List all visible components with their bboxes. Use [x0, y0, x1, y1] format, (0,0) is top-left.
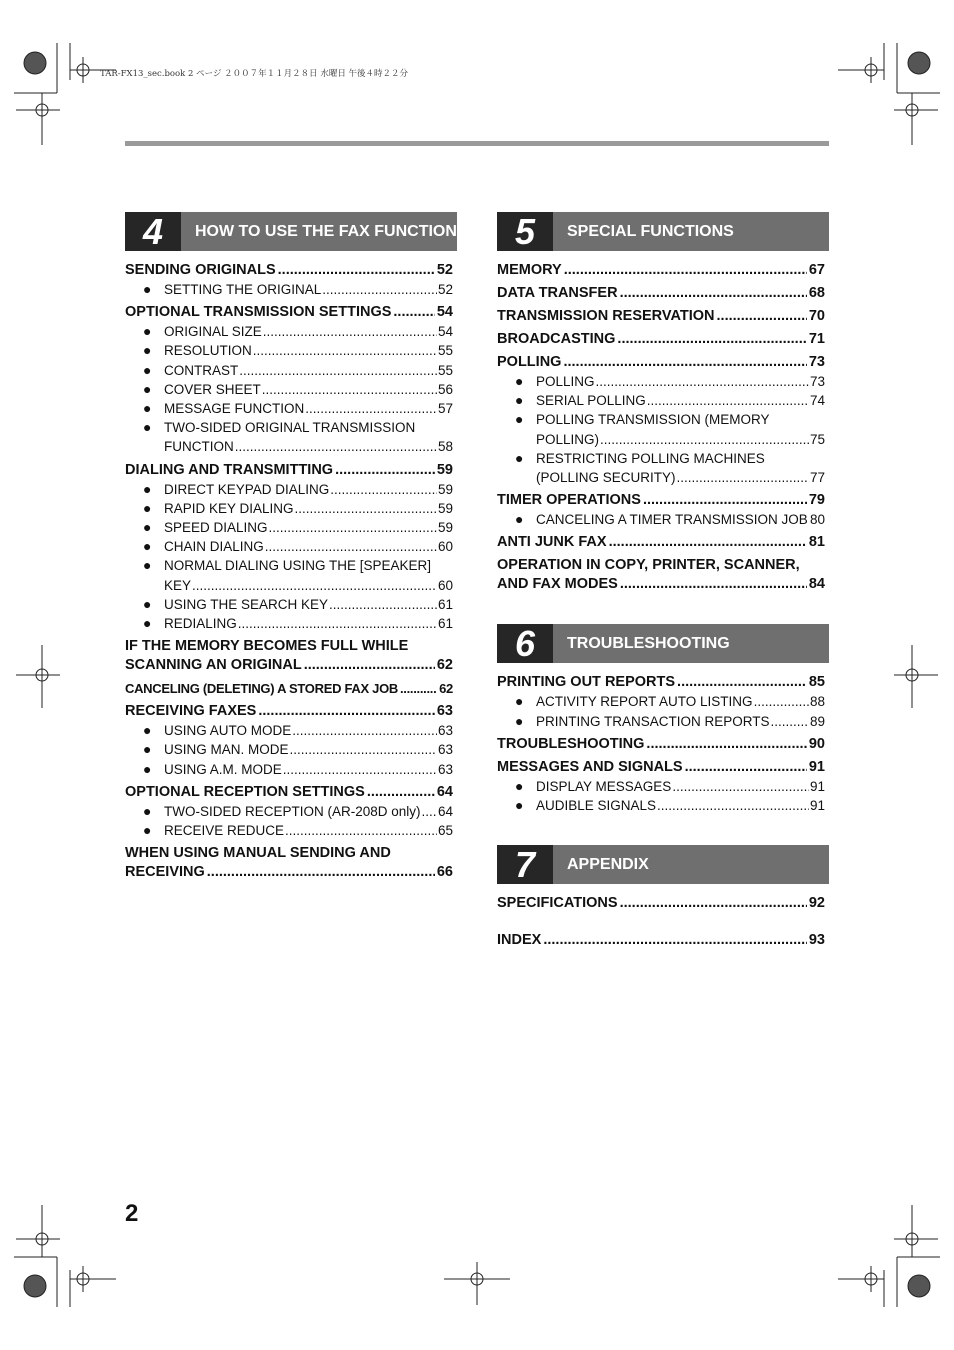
dot-leader	[263, 322, 437, 341]
toc-subentry-row	[164, 437, 453, 456]
dot-leader	[564, 261, 807, 280]
chapter-number: 6	[497, 624, 553, 663]
toc-entry-title: AND FAX MODES	[497, 576, 618, 593]
toc-entry-page: 63	[436, 703, 453, 720]
toc-subentry[interactable]	[497, 796, 829, 815]
bullet-icon: ●	[143, 499, 152, 516]
toc-entry-page: 70	[808, 308, 825, 324]
toc-subentry-page: 80	[809, 512, 825, 528]
toc-subentry-row	[164, 322, 453, 341]
toc-subentry-title-line: TWO-SIDED ORIGINAL TRANSMISSION	[164, 420, 416, 436]
dot-leader	[329, 595, 437, 614]
toc-subentry[interactable]	[125, 802, 457, 821]
toc-subentry-title: CONTRAST	[164, 362, 239, 378]
toc-entry[interactable]	[497, 931, 829, 950]
dot-leader	[269, 518, 437, 537]
toc-entry-title: RECEIVING	[125, 864, 205, 881]
bullet-icon: ●	[143, 557, 152, 574]
dot-leader	[304, 656, 435, 675]
toc-subentry-title: USING THE SEARCH KEY	[164, 596, 329, 612]
toc-subentry[interactable]	[125, 740, 457, 759]
bullet-icon: ●	[143, 323, 152, 340]
dot-leader	[620, 575, 807, 594]
bullet-icon: ●	[515, 511, 524, 528]
toc-entry-page: 67	[808, 262, 825, 278]
toc-subentry-title: POLLING	[536, 374, 595, 389]
toc-subentry[interactable]	[125, 537, 457, 556]
toc-subentry-title: RAPID KEY DIALING	[164, 500, 294, 516]
toc-entry-row	[125, 863, 453, 882]
bullet-icon: ●	[143, 538, 152, 555]
toc-entry-title: TROUBLESHOOTING	[497, 735, 645, 752]
toc-subentry-row	[164, 821, 453, 840]
bullet-icon: ●	[515, 712, 524, 729]
dot-leader	[609, 533, 807, 552]
toc-subentry-row	[536, 777, 825, 796]
toc-subentry-row	[164, 361, 453, 380]
toc-subentry-page: 63	[437, 761, 453, 777]
dot-leader	[283, 760, 437, 779]
toc-subentry-title: USING MAN. MODE	[164, 742, 289, 758]
toc-subentry[interactable]	[125, 518, 457, 537]
toc-entry-title: OPTIONAL TRANSMISSION SETTINGS	[125, 304, 392, 321]
dot-leader	[335, 461, 435, 480]
toc-subentry-page: 60	[437, 539, 453, 555]
toc-entry-title: DATA TRANSFER	[497, 285, 618, 301]
toc-subentry[interactable]	[125, 821, 457, 840]
toc-subentry[interactable]	[125, 760, 457, 779]
toc-subentry[interactable]	[125, 499, 457, 518]
toc-subentry[interactable]	[497, 777, 829, 796]
toc-subentry-row	[536, 468, 825, 487]
toc-subentry-page: 57	[437, 401, 453, 417]
toc-subentry-row	[536, 510, 825, 529]
dot-leader	[754, 692, 809, 711]
bullet-icon: ●	[515, 373, 524, 389]
toc-entry-title: CANCELING (DELETING) A STORED FAX JOB	[125, 681, 398, 697]
toc-subentry-page: 60	[437, 577, 453, 593]
toc-subentry-row	[164, 399, 453, 418]
toc-subentry-title: PRINTING TRANSACTION REPORTS	[536, 713, 770, 729]
dot-leader	[646, 735, 806, 754]
toc-subentry-page: 64	[437, 803, 453, 819]
toc-entry-title: POLLING	[497, 354, 562, 370]
bullet-icon: ●	[143, 615, 152, 632]
toc-entry-page: 84	[808, 576, 825, 593]
toc-entry[interactable]	[497, 330, 829, 349]
chapter-title: APPENDIX	[567, 856, 649, 874]
toc-subentry[interactable]	[497, 712, 829, 731]
toc-subentry-title: RECEIVE REDUCE	[164, 823, 285, 839]
bullet-icon: ●	[143, 802, 152, 819]
dot-leader	[207, 863, 435, 882]
toc-entry-page: 66	[436, 864, 453, 881]
dot-leader	[600, 430, 809, 449]
toc-subentry[interactable]	[125, 361, 457, 380]
toc-subentry-title: POLLING)	[536, 431, 600, 447]
toc-subentry-row	[536, 692, 825, 711]
dot-leader	[322, 280, 437, 299]
bullet-icon: ●	[515, 392, 524, 409]
toc-entry-title: MESSAGES AND SIGNALS	[497, 758, 683, 775]
toc-entry-title: PRINTING OUT REPORTS	[497, 674, 676, 691]
dot-leader	[643, 491, 807, 510]
bullet-icon: ●	[143, 400, 152, 417]
bullet-icon: ●	[515, 449, 524, 466]
toc-entry[interactable]	[497, 673, 829, 692]
toc-entry[interactable]	[497, 307, 829, 326]
toc-entry[interactable]	[125, 844, 457, 882]
toc-entry-page: 91	[808, 758, 825, 775]
dot-leader	[239, 361, 437, 380]
dot-leader	[422, 802, 437, 821]
dot-leader	[367, 783, 435, 802]
toc-entry-page: 85	[808, 674, 825, 691]
toc-subentry-title: TWO-SIDED RECEPTION (AR-208D only)	[164, 803, 421, 819]
toc-subentry-page: 65	[437, 823, 453, 839]
toc-entry-page: 73	[808, 354, 825, 370]
chapter-banner	[497, 212, 829, 251]
dot-leader	[295, 499, 437, 518]
dot-leader	[620, 894, 807, 913]
toc-subentry-title: DISPLAY MESSAGES	[536, 778, 672, 794]
dot-leader	[717, 307, 807, 326]
toc-subentry-row	[164, 341, 453, 360]
dot-leader	[672, 777, 809, 796]
toc-subentry-row	[164, 499, 453, 518]
dot-leader	[563, 353, 806, 372]
toc-entry-page: 54	[436, 304, 453, 321]
toc-entry-title-line: WHEN USING MANUAL SENDING AND	[125, 845, 391, 862]
toc-subentry-title: (POLLING SECURITY)	[536, 470, 676, 486]
toc-entry[interactable]	[125, 702, 457, 721]
dot-leader	[292, 721, 437, 740]
toc-entry-title-line: IF THE MEMORY BECOMES FULL WHILE	[125, 638, 409, 655]
toc-entry[interactable]	[497, 491, 829, 510]
toc-subentry[interactable]	[497, 510, 829, 529]
toc-entry-title: ANTI JUNK FAX	[497, 534, 607, 551]
toc-subentry-title: ACTIVITY REPORT AUTO LISTING	[536, 694, 753, 710]
dot-leader	[771, 712, 809, 731]
toc-subentry-row	[164, 595, 453, 614]
bullet-icon: ●	[515, 777, 524, 794]
dot-leader	[393, 303, 434, 322]
bullet-icon: ●	[143, 741, 152, 758]
page-number: 2	[125, 1200, 139, 1227]
dot-leader	[265, 537, 437, 556]
toc-subentry-page: 89	[809, 713, 825, 729]
bullet-icon: ●	[143, 519, 152, 536]
toc-subentry-title-line: RESTRICTING POLLING MACHINES	[536, 450, 765, 466]
dot-leader	[543, 931, 807, 950]
toc-entry[interactable]	[125, 783, 457, 802]
toc-entry-title: RECEIVING FAXES	[125, 703, 257, 720]
toc-entry-title: SENDING ORIGINALS	[125, 262, 276, 278]
toc-entry-title: INDEX	[497, 932, 542, 949]
toc-subentry[interactable]	[497, 692, 829, 711]
toc-entry-title: OPTIONAL RECEPTION SETTINGS	[125, 783, 365, 800]
toc-subentry[interactable]	[497, 391, 829, 410]
bullet-icon: ●	[143, 480, 152, 497]
toc-subentry-row	[536, 391, 825, 410]
dot-leader	[677, 673, 807, 692]
toc-subentry[interactable]	[125, 595, 457, 614]
dot-leader	[192, 576, 437, 595]
toc-entry-page: 52	[436, 262, 453, 278]
toc-subentry-page: 61	[437, 616, 453, 632]
toc-subentry-title: DIRECT KEYPAD DIALING	[164, 481, 330, 497]
toc-subentry-title: CHAIN DIALING	[164, 539, 264, 555]
toc-subentry-title: SERIAL POLLING	[536, 393, 646, 409]
toc-subentry[interactable]	[125, 614, 457, 633]
toc-entry-page: 59	[436, 461, 453, 478]
toc-entry-title: MEMORY	[497, 262, 562, 278]
toc-entry[interactable]	[497, 735, 829, 754]
toc-entry[interactable]	[125, 679, 457, 698]
dot-leader	[330, 480, 437, 499]
toc-subentry-row	[164, 614, 453, 633]
toc-subentry-row	[164, 380, 453, 399]
toc-entry-page: 93	[808, 932, 825, 949]
chapter-banner	[497, 845, 829, 884]
toc-subentry-page: 91	[809, 778, 825, 794]
chapter-banner	[125, 212, 457, 251]
toc-entry-row	[497, 575, 825, 594]
toc-entry-title-line: OPERATION IN COPY, PRINTER, SCANNER,	[497, 557, 800, 574]
toc-entry-title: SCANNING AN ORIGINAL	[125, 657, 302, 674]
print-header: TAR-FX13_sec.book 2 ページ ２００７年１１月２８日 水曜日 午後４時２２分	[100, 69, 409, 79]
toc-subentry-row	[536, 712, 825, 731]
toc-subentry-title: REDIALING	[164, 616, 237, 632]
toc-subentry-page: 74	[809, 393, 825, 409]
toc-right-column	[497, 212, 829, 950]
toc-subentry-page: 52	[437, 282, 453, 297]
toc-entry[interactable]	[125, 637, 457, 675]
dot-leader	[278, 261, 435, 280]
toc-subentry-row	[164, 721, 453, 740]
toc-subentry-title: KEY	[164, 577, 192, 593]
toc-subentry[interactable]	[125, 280, 457, 299]
toc-subentry-title: USING A.M. MODE	[164, 761, 282, 777]
chapter-title: TROUBLESHOOTING	[567, 635, 730, 653]
toc-subentry[interactable]	[125, 380, 457, 399]
toc-subentry-row	[164, 480, 453, 499]
toc-subentry-page: 73	[809, 374, 825, 389]
bullet-icon: ●	[143, 722, 152, 739]
dot-leader	[647, 391, 809, 410]
toc-subentry-row	[164, 760, 453, 779]
toc-entry[interactable]	[497, 758, 829, 777]
dot-leader	[262, 380, 437, 399]
toc-entry[interactable]	[497, 533, 829, 552]
toc-subentry-row	[164, 740, 453, 759]
chapter-title: SPECIAL FUNCTIONS	[567, 223, 734, 240]
toc-subentry[interactable]	[497, 410, 829, 448]
chapter-banner	[497, 624, 829, 663]
toc-entry[interactable]	[125, 303, 457, 322]
toc-subentry-title: COVER SHEET	[164, 381, 261, 397]
dot-leader	[290, 740, 437, 759]
toc-subentry-title: ORIGINAL SIZE	[164, 324, 262, 340]
dot-leader	[258, 702, 435, 721]
toc-subentry-page: 55	[437, 362, 453, 378]
dot-leader	[685, 758, 807, 777]
toc-entry-row	[125, 656, 453, 675]
toc-subentry-title: CANCELING A TIMER TRANSMISSION JOB	[536, 512, 808, 528]
toc-subentry-row	[536, 796, 825, 815]
toc-subentry[interactable]	[497, 449, 829, 487]
toc-entry-page: 71	[808, 331, 825, 347]
toc-subentry-row	[164, 576, 453, 595]
chapter-title: HOW TO USE THE FAX FUNCTION	[195, 223, 457, 240]
toc-subentry-page: 88	[809, 694, 825, 710]
toc-subentry-title: MESSAGE FUNCTION	[164, 401, 305, 417]
dot-leader	[285, 821, 437, 840]
dot-leader	[400, 679, 437, 698]
toc-subentry-row	[164, 280, 453, 299]
bullet-icon: ●	[515, 797, 524, 814]
chapter-number: 7	[497, 845, 553, 884]
toc-subentry-row	[164, 537, 453, 556]
bullet-icon: ●	[143, 342, 152, 359]
bullet-icon: ●	[143, 760, 152, 777]
toc-subentry-page: 54	[437, 324, 453, 340]
dot-leader	[253, 341, 437, 360]
bullet-icon: ●	[515, 411, 524, 428]
dot-leader	[238, 614, 437, 633]
toc-subentry-page: 59	[437, 520, 453, 536]
toc-subentry-row	[164, 802, 453, 821]
bullet-icon: ●	[143, 419, 152, 436]
toc-subentry-page: 91	[809, 798, 825, 814]
bullet-icon: ●	[143, 380, 152, 397]
toc-entry[interactable]	[497, 556, 829, 594]
toc-subentry[interactable]	[125, 399, 457, 418]
chapter-number: 5	[497, 212, 553, 251]
toc-subentry-page: 56	[437, 381, 453, 397]
toc-subentry[interactable]	[125, 322, 457, 341]
toc-entry[interactable]	[497, 284, 829, 303]
toc-entry-title: TIMER OPERATIONS	[497, 492, 641, 509]
toc-subentry-page: 58	[437, 439, 453, 455]
toc-subentry-page: 59	[437, 481, 453, 497]
entry-gap	[497, 913, 829, 927]
toc-subentry-title: SPEED DIALING	[164, 520, 268, 536]
toc-entry-page: 79	[808, 492, 825, 509]
toc-subentry-title: SETTING THE ORIGINAL	[164, 282, 322, 297]
toc-entry[interactable]	[125, 261, 457, 280]
toc-subentry-page: 59	[437, 500, 453, 516]
toc-subentry-title: AUDIBLE SIGNALS	[536, 798, 657, 814]
toc-entry-title: BROADCASTING	[497, 331, 616, 347]
toc-subentry-page: 55	[437, 343, 453, 359]
toc-entry-title: SPECIFICATIONS	[497, 895, 618, 912]
toc-entry[interactable]	[497, 261, 829, 280]
dot-leader	[657, 796, 809, 815]
toc-subentry-row	[536, 430, 825, 449]
toc-entry-title: DIALING AND TRANSMITTING	[125, 461, 334, 478]
toc-subentry[interactable]	[125, 556, 457, 594]
toc-entry-page: 81	[808, 534, 825, 551]
toc-subentry-title-line: NORMAL DIALING USING THE [SPEAKER]	[164, 558, 432, 574]
chapter-gap	[497, 594, 829, 624]
dot-leader	[235, 437, 437, 456]
bullet-icon: ●	[143, 822, 152, 839]
toc-subentry[interactable]	[497, 372, 829, 391]
dot-leader	[617, 330, 806, 349]
toc-subentry-title: FUNCTION	[164, 439, 234, 455]
chapter-gap	[497, 815, 829, 845]
toc-subentry-page: 75	[809, 431, 825, 447]
toc-subentry-page: 61	[437, 596, 453, 612]
bullet-icon: ●	[143, 595, 152, 612]
toc-subentry[interactable]	[125, 418, 457, 456]
toc-subentry-row	[536, 372, 825, 391]
toc-entry[interactable]	[497, 353, 829, 372]
chapter-number: 4	[125, 212, 181, 251]
toc-subentry-page: 77	[809, 470, 825, 486]
toc-subentry[interactable]	[125, 721, 457, 740]
toc-left-column	[125, 212, 457, 882]
dot-leader	[305, 399, 437, 418]
toc-subentry[interactable]	[125, 341, 457, 360]
toc-entry-page: 90	[808, 735, 825, 752]
header-rule	[125, 141, 829, 146]
dot-leader	[596, 372, 809, 391]
toc-subentry[interactable]	[125, 480, 457, 499]
toc-entry-title: TRANSMISSION RESERVATION	[497, 308, 715, 324]
toc-entry-page: 62	[436, 657, 453, 674]
bullet-icon: ●	[515, 693, 524, 710]
toc-subentry-page: 63	[437, 742, 453, 758]
toc-subentry-page: 63	[437, 723, 453, 739]
toc-subentry-row	[164, 518, 453, 537]
bullet-icon: ●	[143, 281, 152, 297]
toc-entry[interactable]	[497, 894, 829, 913]
dot-leader	[620, 284, 807, 303]
toc-entry-page: 92	[808, 895, 825, 912]
toc-subentry-title: RESOLUTION	[164, 343, 252, 359]
toc-subentry-title: USING AUTO MODE	[164, 723, 292, 739]
toc-entry[interactable]	[125, 461, 457, 480]
bullet-icon: ●	[143, 361, 152, 378]
toc-entry-page: 62	[439, 681, 453, 697]
dot-leader	[677, 468, 809, 487]
toc-entry-page: 64	[436, 783, 453, 800]
toc-subentry-title-line: POLLING TRANSMISSION (MEMORY	[536, 412, 770, 428]
toc-entry-page: 68	[808, 285, 825, 301]
